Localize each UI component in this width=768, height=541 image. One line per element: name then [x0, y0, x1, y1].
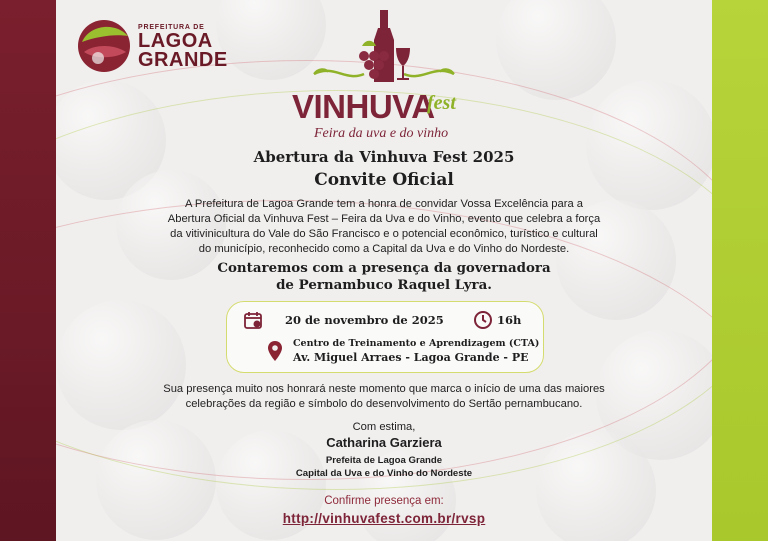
invitation-body: A Prefeitura de Lagoa Grande tem a honra de convidar Vossa Excelência para a Abertura Oficial da Vinhuva Fest – Feira da Uva e do Vinho, evento que celebra a força da vitivinicultura do Vale do São Francisco e o potencial econômico, turístico e cultural do município, reconhecido como a Capital da Uva e do Vinho do Nordeste. — [167, 198, 601, 255]
event-date: 20 de novembro de 2025 — [285, 313, 444, 327]
rsvp-label: Confirme presença em: — [324, 495, 444, 507]
event-place-address: Av. Miguel Arraes - Lagoa Grande - PE — [293, 351, 529, 364]
rsvp-link[interactable]: http://vinhuvafest.com.br/rvsp — [282, 511, 486, 526]
right-green-bar — [712, 0, 768, 541]
clock-icon — [473, 310, 493, 330]
vinhuva-brand — [284, 8, 484, 141]
left-wine-bar — [0, 0, 56, 541]
brand-fest: fest — [427, 92, 456, 114]
brand-name: VINHUVA — [292, 88, 435, 125]
logo-name: LAGOA GRANDE — [138, 30, 228, 71]
wine-bottle-icon — [284, 8, 484, 98]
signer-role: Prefeita de Lagoa Grande Capital da Uva e do Vinho do Nordeste — [295, 455, 473, 479]
invitation-title: Convite Oficial — [314, 170, 454, 190]
brand-tagline: Feira da uva e do vinho — [314, 126, 449, 141]
event-place-name: Centro de Treinamento e Aprendizagem (CTA) — [293, 338, 540, 349]
governor-note: Contaremos com a presença da governadora de Pernambuco Raquel Lyra. — [217, 260, 551, 293]
salutation: Com estima, — [352, 421, 416, 433]
calendar-icon — [243, 310, 263, 330]
closing-paragraph: Sua presença muito nos honrará neste momento que marca o início de uma das maiores celebrações da região e símbolo do desenvolvimento do Sertão pernambucano. — [163, 383, 605, 410]
event-title: Abertura da Vinhuva Fest 2025 — [253, 148, 515, 166]
event-time: 16h — [497, 313, 522, 327]
lagoa-grande-logo-icon — [76, 18, 132, 74]
location-pin-icon — [267, 340, 283, 362]
event-info-box — [226, 301, 544, 373]
prefeitura-logo — [76, 18, 226, 74]
signer-name: Catharina Garziera — [326, 435, 442, 450]
logo-small-text: PREFEITURA DE — [138, 24, 205, 31]
